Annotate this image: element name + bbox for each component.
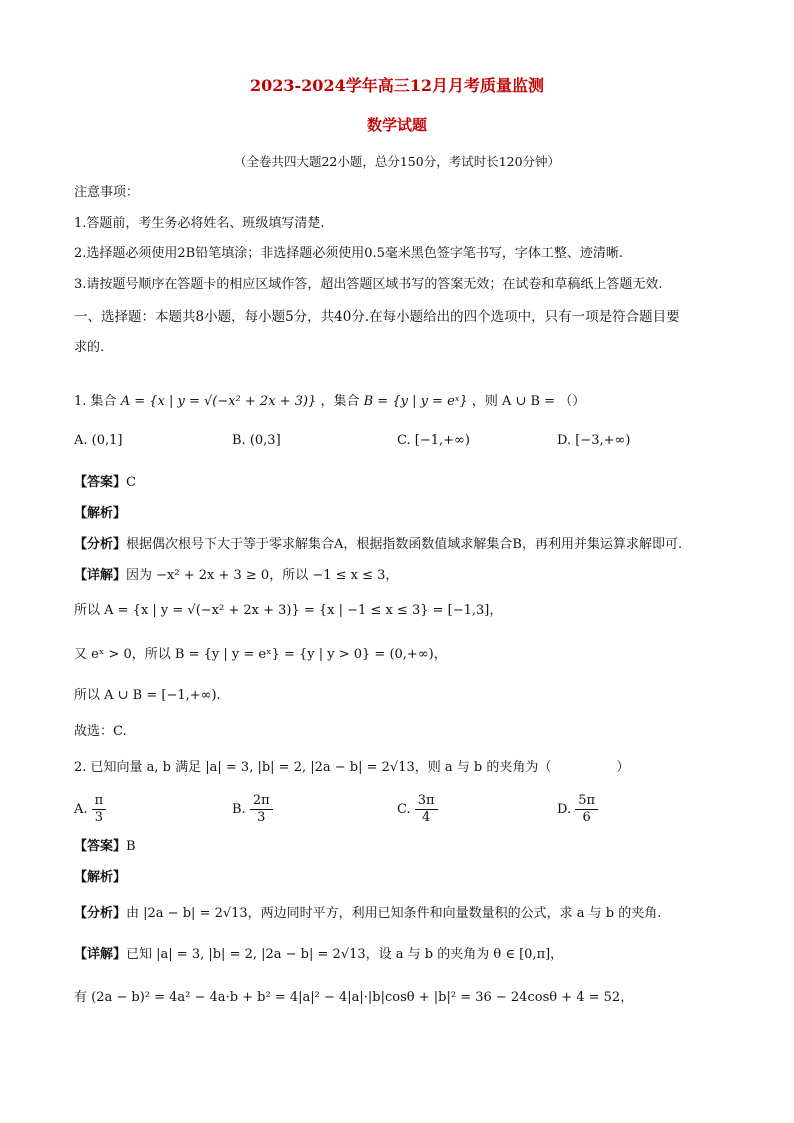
q2-detail-line-1 bbox=[74, 945, 563, 965]
q1-conclusion: 故选：C. bbox=[74, 724, 127, 739]
q2-analysis-label: 【解析】 bbox=[74, 870, 127, 885]
q2-option-d: D. $\frac{5\pi}{6}$ bbox=[557, 793, 598, 826]
q2-fenxi-line bbox=[74, 904, 661, 924]
question-2-stem: 2. 已知向量 a, b 满足 |a| = 3, |b| = 2, |2a − b| = 2√13，则 a 与 b 的夹角为（ ） bbox=[74, 760, 630, 775]
q1-fenxi-label: 【分析】 bbox=[74, 537, 127, 552]
notice-heading: 注意事项： bbox=[74, 185, 140, 200]
q2-fenxi: 由 |2a − b| = 2√13，两边同时平方，利用已知条件和向量数量积的公式，求 a 与 b 的夹角. bbox=[126, 906, 662, 921]
q2-detail-1: 已知 |a| = 3, |b| = 2, |2a − b| = 2√13，设 a 与 b 的夹角为 θ ∈ [0,π]， bbox=[126, 947, 564, 962]
q1-option-c: C. [−1,+∞) bbox=[397, 433, 470, 448]
q1-detail-label: 【详解】 bbox=[74, 568, 127, 583]
q1-set-a: A = {x | y = √(−x² + 2x + 3)} bbox=[120, 394, 317, 409]
q2-option-a-fraction: $\frac{\pi}{3}$ bbox=[92, 793, 107, 826]
q1-fenxi-line bbox=[74, 535, 682, 555]
q2-answer-line bbox=[74, 837, 136, 857]
q2-option-d-fraction: $\frac{5\pi}{6}$ bbox=[575, 793, 598, 826]
q2-option-c-fraction: $\frac{3\pi}{4}$ bbox=[415, 793, 438, 826]
notice-item-1: 1.答题前，考生务必将姓名、班级填写清楚. bbox=[74, 216, 325, 231]
q1-mid: ，集合 bbox=[320, 394, 360, 409]
notice-item-2: 2.选择题必须使用2B铅笔填涂；非选择题必须使用0.5毫米黑色签字笔书写，字体工整、迹清晰. bbox=[74, 246, 624, 261]
q1-option-b: B. (0,3] bbox=[232, 433, 281, 448]
exam-info: （全卷共四大题22小题，总分150分，考试时长120分钟） bbox=[233, 154, 561, 169]
exam-title: 2023-2024学年高三12月月考质量监测 bbox=[250, 76, 544, 95]
q1-detail-line-4: 所以 A ∪ B = [−1,+∞). bbox=[74, 688, 221, 703]
q1-fenxi: 根据偶次根号下大于等于零求解集合A，根据指数函数值域求解集合B，再利用并集运算求解即可. bbox=[126, 537, 683, 552]
q1-analysis-label: 【解析】 bbox=[74, 506, 127, 521]
q2-fenxi-label: 【分析】 bbox=[74, 906, 127, 921]
q1-prefix: 1. 集合 bbox=[74, 394, 117, 409]
q1-option-a: A. (0,1] bbox=[74, 433, 123, 448]
q1-detail-1: 因为 −x² + 2x + 3 ≥ 0，所以 −1 ≤ x ≤ 3， bbox=[126, 568, 399, 583]
q1-answer: C bbox=[126, 475, 136, 490]
q1-set-b: B = {y | y = eˣ} bbox=[363, 394, 468, 409]
q2-answer-label: 【答案】 bbox=[74, 839, 127, 854]
q2-option-c: C. $\frac{3\pi}{4}$ bbox=[397, 793, 438, 826]
q1-suffix: ，则 A ∪ B = （） bbox=[471, 394, 586, 409]
section-heading-line-1: 一、选择题：本题共8小题，每小题5分，共40分.在每小题给出的四个选项中，只有一项是符合题目要 bbox=[74, 309, 680, 325]
exam-subtitle: 数学试题 bbox=[366, 116, 427, 134]
q1-option-d: D. [−3,+∞) bbox=[557, 433, 631, 448]
q1-answer-label: 【答案】 bbox=[74, 475, 127, 490]
q2-detail-line-2: 有 (2a − b)² = 4a² − 4a·b + b² = 4|a|² − 4|a|·|b|cosθ + |b|² = 36 − 24cosθ + 4 = 52， bbox=[74, 990, 634, 1005]
q2-option-a: A. $\frac{\pi}{3}$ bbox=[74, 793, 106, 826]
section-heading-line-2: 求的. bbox=[74, 340, 105, 355]
q1-detail-line-3: 又 eˣ > 0，所以 B = {y | y = eˣ} = {y | y > 0} = (0,+∞)， bbox=[74, 647, 447, 662]
q1-detail-line-1 bbox=[74, 566, 398, 586]
q1-detail-line-2: 所以 A = {x | y = √(−x² + 2x + 3)} = {x | −1 ≤ x ≤ 3} = [−1,3]， bbox=[74, 603, 503, 618]
q1-answer-line bbox=[74, 473, 136, 493]
q2-answer: B bbox=[126, 839, 136, 854]
q2-option-b-fraction: $\frac{2\pi}{3}$ bbox=[250, 793, 273, 826]
q2-option-b: B. $\frac{2\pi}{3}$ bbox=[232, 793, 273, 826]
q2-detail-label: 【详解】 bbox=[74, 947, 127, 962]
notice-item-3: 3.请按题号顺序在答题卡的相应区域作答，超出答题区域书写的答案无效；在试卷和草稿纸上答题无效. bbox=[74, 277, 663, 292]
question-1-stem bbox=[74, 392, 585, 412]
